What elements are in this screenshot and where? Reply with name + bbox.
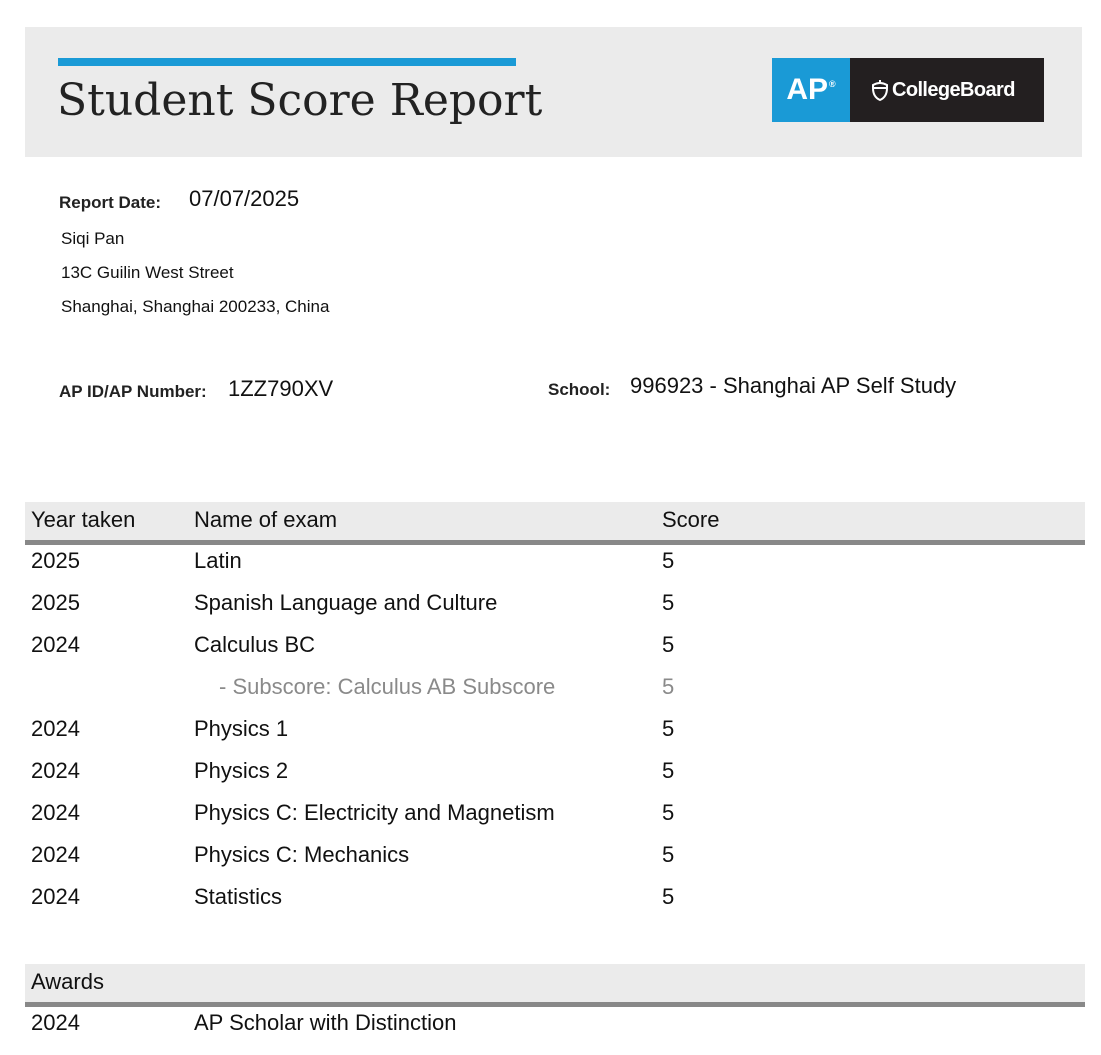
table-row: [0, 758, 1101, 800]
collegeboard-logo: [850, 58, 1044, 122]
table-row: [0, 884, 1101, 926]
row-year: 2025: [31, 590, 80, 615]
collegeboard-logo-text: CollegeBoard: [892, 78, 1015, 101]
awards-table-header: [25, 964, 1085, 1007]
row-exam: Physics C: Electricity and Magnetism: [194, 800, 555, 825]
row-year: 2025: [31, 548, 80, 573]
col-exam-header: Name of exam: [194, 507, 338, 532]
address-line-2: Shanghai, Shanghai 200233, China: [61, 297, 330, 316]
row-year: 2024: [31, 758, 80, 783]
row-score: 5: [662, 884, 675, 909]
col-year-header: Year taken: [31, 507, 136, 532]
report-date-label: Report Date:: [59, 193, 162, 212]
school-label: School:: [548, 380, 611, 399]
table-row: [0, 548, 1101, 590]
table-row: [0, 716, 1101, 758]
row-score: 5: [662, 590, 675, 615]
ap-logo: AP ®: [772, 58, 850, 122]
award-year: 2024: [31, 1010, 80, 1035]
report-header: [25, 27, 1082, 157]
table-row: [0, 632, 1101, 674]
row-exam: Spanish Language and Culture: [194, 590, 498, 615]
row-year: 2024: [31, 884, 80, 909]
row-score: 5: [662, 632, 675, 657]
ap-id: 1ZZ790XV: [228, 376, 334, 401]
row-score: 5: [662, 716, 675, 741]
row-year: 2024: [31, 800, 80, 825]
row-exam: Physics C: Mechanics: [194, 842, 410, 867]
address-line-1: 13C Guilin West Street: [61, 263, 234, 282]
row-exam: Physics 2: [194, 758, 289, 783]
award-row: [0, 1010, 1101, 1052]
row-exam: Latin: [194, 548, 242, 573]
row-score: 5: [662, 800, 675, 825]
awards-header: Awards: [31, 969, 104, 994]
row-score: 5: [662, 548, 675, 573]
row-year: 2024: [31, 842, 80, 867]
ap-logo-text: AP: [786, 73, 829, 106]
row-year: 2024: [31, 632, 80, 657]
table-row: [0, 842, 1101, 884]
row-year: 2024: [31, 716, 80, 741]
scores-table-header: [25, 502, 1085, 545]
school-name: 996923 - Shanghai AP Self Study: [630, 373, 957, 398]
award-name: AP Scholar with Distinction: [194, 1010, 457, 1035]
row-exam: Physics 1: [194, 716, 289, 741]
student-name: Siqi Pan: [61, 229, 125, 248]
table-row-subscore: [0, 674, 1101, 716]
title-accent-bar: [58, 58, 516, 66]
row-score: 5: [662, 842, 675, 867]
report-date: 07/07/2025: [189, 186, 300, 211]
row-exam: Calculus BC: [194, 632, 316, 657]
row-exam: Statistics: [194, 884, 283, 909]
table-row: [0, 800, 1101, 842]
row-score: 5: [662, 674, 675, 699]
ap-collegeboard-logo: [772, 58, 1044, 122]
col-score-header: Score: [662, 507, 720, 532]
ap-id-label: AP ID/AP Number:: [59, 382, 207, 401]
acorn-icon: [870, 78, 890, 102]
row-score: 5: [662, 758, 675, 783]
table-row: [0, 590, 1101, 632]
page-title: Student Score Report: [57, 75, 543, 126]
row-exam: - Subscore: Calculus AB Subscore: [219, 674, 556, 699]
